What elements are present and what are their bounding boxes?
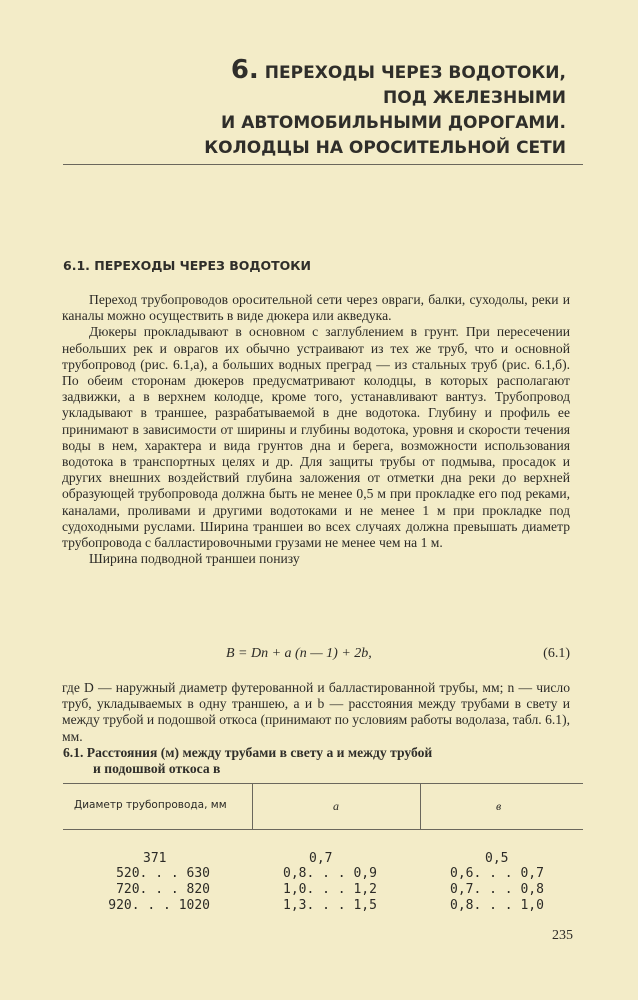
section-title: 6.1. ПЕРЕХОДЫ ЧЕРЕЗ ВОДОТОКИ [63,258,311,273]
table-top-rule [63,783,583,784]
table-cell: 0,7. . . 0,8 [450,882,544,897]
table-caption [63,745,571,777]
chapter-number: 6. [230,55,259,85]
paragraph: Дюкеры прокладывают в основном с заглублением в грунт. При пересечении небольших рек и оврагов их обычно устраивают из тех же труб, что и основной трубопровод (рис. 6.1,а), а больших водных преград — из стальных труб (рис. 6.1,б). По обеим сторонам дюкеров предусматривают колодцы, в которых располагают задвижки, а в верхнем колодце, кроме того, устанавливают вантуз. Трубопровод укладывают в траншее, разрабатываемой в дне водотока. Глубину и профиль ее принимают в зависимости от ширины и глубины водотока, уровня и скорости течения воды в нем, характера и вида грунтов дна и берега, возможности использования водотока в транспортных целях и др. Для защиты трубы от подмыва, просадок и других внешних воздействий глубина заложения от отметки дна реки до верхней образующей трубопровода должна быть не менее 0,5 м при прокладке его под реками, каналами, проливами и другими водотоками и не менее 1 м при прокладке под судоходными руслами. Ширина траншеи во всех случаях должна превышать диаметр трубопровода с балластировочными грузами не менее чем на 1 м. [62,324,570,551]
body-text [62,292,570,567]
chapter-title-line: И АВТОМОБИЛЬНЫМИ ДОРОГАМИ. [221,113,566,133]
table-cell: 520. . . 630 [116,866,210,881]
formula-explanation [62,680,570,745]
table-header-diameter: Диаметр трубопровода, мм [74,799,227,811]
chapter-title-line: ПОД ЖЕЛЕЗНЫМИ [383,88,566,108]
table-cell: 371 [143,851,167,866]
formula-expression: B = Dn + a (n — 1) + 2b, [226,646,372,661]
page-number: 235 [552,928,573,943]
table-cell: 0,6. . . 0,7 [450,866,544,881]
table-caption-line: 6.1. Расстояния (м) между трубами в свету a и между трубой [63,745,433,760]
table-cell: 920. . . 1020 [108,898,210,913]
formula-number: (6.1) [543,646,570,661]
chapter-heading [126,55,566,161]
chapter-title-line: ПЕРЕХОДЫ ЧЕРЕЗ ВОДОТОКИ, [264,63,566,83]
formula [62,646,570,666]
table-cell: 1,0. . . 1,2 [283,882,377,897]
table-cell: 0,8. . . 1,0 [450,898,544,913]
table-column-divider [420,783,421,829]
table-header-a: a [333,799,339,813]
chapter-title-line: КОЛОДЦЫ НА ОРОСИТЕЛЬНОЙ СЕТИ [204,138,566,158]
paragraph: где D — наружный диаметр футерованной и балластированной трубы, мм; n — число труб, укладываемых в одну траншею, a и b — расстояния между трубами в свету и между трубой и подошвой откоса (принимают по условиям работы водолаза, табл. 6.1), мм. [62,680,570,744]
paragraph: Переход трубопроводов оросительной сети через овраги, балки, суходолы, реки и каналы можно осуществить в виде дюкера или акведука. [62,292,570,324]
paragraph: Ширина подводной траншеи понизу [89,551,300,567]
table-caption-line: и подошвой откоса в [93,761,221,776]
table-cell: 0,5 [485,851,509,866]
table-header-b: в [496,799,502,813]
chapter-divider [63,164,583,165]
table-cell: 720. . . 820 [116,882,210,897]
table-cell: 1,3. . . 1,5 [283,898,377,913]
table-cell: 0,8. . . 0,9 [283,866,377,881]
table-header-rule [63,829,583,830]
table-column-divider [252,783,253,829]
table-cell: 0,7 [309,851,333,866]
